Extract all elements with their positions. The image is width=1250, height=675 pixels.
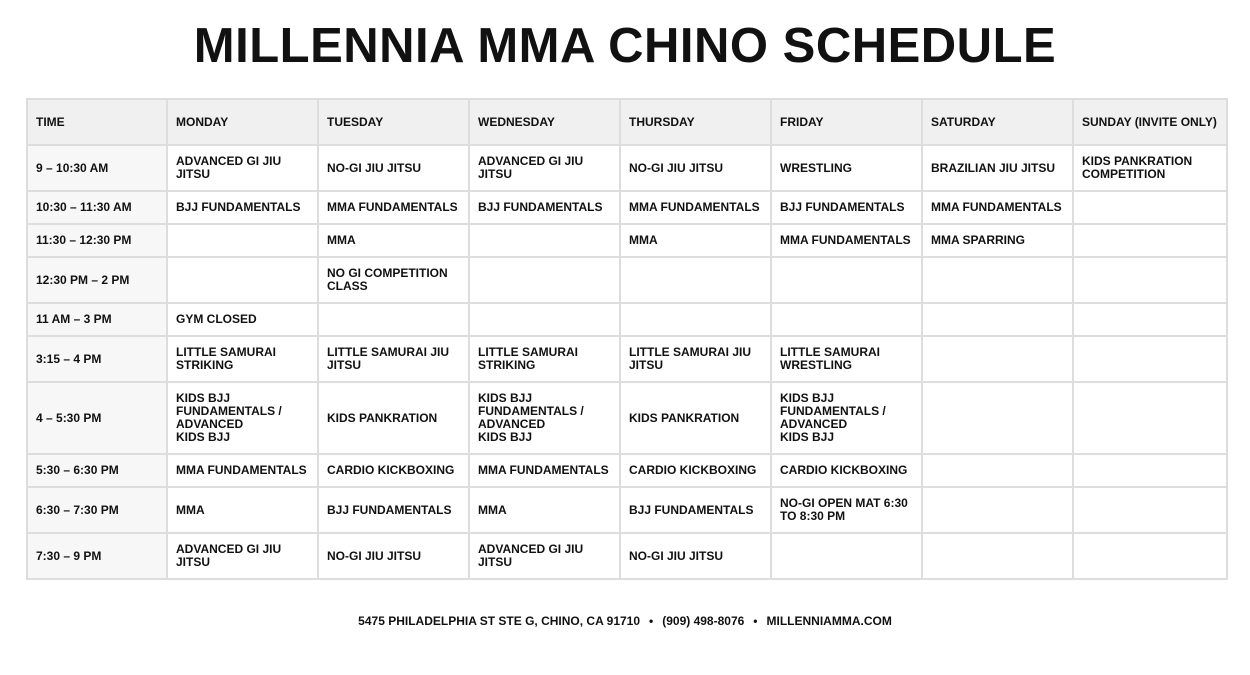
table-row (27, 487, 1227, 533)
table-row (27, 191, 1227, 224)
class-cell-saturday (922, 303, 1073, 336)
header-monday: MONDAY (167, 99, 318, 145)
class-cell-wednesday (469, 303, 620, 336)
time-cell: 5:30 – 6:30 PM (27, 454, 167, 487)
table-row (27, 454, 1227, 487)
separator-dot: • (649, 614, 654, 628)
class-cell-friday: NO-GI OPEN MAT 6:30 TO 8:30 PM (771, 487, 922, 533)
class-cell-saturday: BRAZILIAN JIU JITSU (922, 145, 1073, 191)
class-cell-friday: MMA FUNDAMENTALS (771, 224, 922, 257)
table-row (27, 303, 1227, 336)
header-time: TIME (27, 99, 167, 145)
class-cell-tuesday: NO-GI JIU JITSU (318, 533, 469, 579)
header-row (27, 99, 1227, 145)
class-cell-sunday (1073, 454, 1227, 487)
class-cell-thursday: NO-GI JIU JITSU (620, 533, 771, 579)
class-cell-monday: ADVANCED GI JIU JITSU (167, 145, 318, 191)
header-friday: FRIDAY (771, 99, 922, 145)
header-tuesday: TUESDAY (318, 99, 469, 145)
time-cell: 7:30 – 9 PM (27, 533, 167, 579)
time-cell: 4 – 5:30 PM (27, 382, 167, 454)
class-cell-saturday: MMA FUNDAMENTALS (922, 191, 1073, 224)
class-cell-thursday (620, 303, 771, 336)
class-cell-thursday (620, 257, 771, 303)
address-text: 5475 PHILADELPHIA ST STE G, CHINO, CA 91710 (358, 614, 641, 628)
class-cell-tuesday: CARDIO KICKBOXING (318, 454, 469, 487)
class-cell-sunday (1073, 303, 1227, 336)
class-cell-saturday (922, 382, 1073, 454)
class-cell-tuesday: KIDS PANKRATION (318, 382, 469, 454)
table-row (27, 257, 1227, 303)
class-cell-tuesday: MMA FUNDAMENTALS (318, 191, 469, 224)
class-cell-wednesday: ADVANCED GI JIU JITSU (469, 145, 620, 191)
time-cell: 9 – 10:30 AM (27, 145, 167, 191)
class-cell-tuesday: NO-GI JIU JITSU (318, 145, 469, 191)
class-cell-friday (771, 533, 922, 579)
table-row (27, 382, 1227, 454)
class-cell-monday (167, 257, 318, 303)
class-cell-wednesday: MMA FUNDAMENTALS (469, 454, 620, 487)
class-cell-friday: WRESTLING (771, 145, 922, 191)
class-cell-thursday: BJJ FUNDAMENTALS (620, 487, 771, 533)
class-cell-friday (771, 303, 922, 336)
class-cell-wednesday: KIDS BJJ FUNDAMENTALS / ADVANCED KIDS BJJ (469, 382, 620, 454)
time-cell: 12:30 PM – 2 PM (27, 257, 167, 303)
class-cell-thursday: NO-GI JIU JITSU (620, 145, 771, 191)
class-cell-sunday (1073, 336, 1227, 382)
header-sunday: SUNDAY (INVITE ONLY) (1073, 99, 1227, 145)
table-row (27, 224, 1227, 257)
time-cell: 3:15 – 4 PM (27, 336, 167, 382)
class-cell-saturday (922, 336, 1073, 382)
time-cell: 10:30 – 11:30 AM (27, 191, 167, 224)
class-cell-thursday: CARDIO KICKBOXING (620, 454, 771, 487)
page-title: MILLENNIA MMA CHINO SCHEDULE (193, 19, 1057, 73)
time-cell: 11 AM – 3 PM (27, 303, 167, 336)
class-cell-thursday: MMA FUNDAMENTALS (620, 191, 771, 224)
class-cell-monday (167, 224, 318, 257)
class-cell-sunday (1073, 533, 1227, 579)
class-cell-friday: LITTLE SAMURAI WRESTLING (771, 336, 922, 382)
separator-dot: • (753, 614, 758, 628)
class-cell-saturday (922, 257, 1073, 303)
contact-footer (0, 613, 1250, 629)
class-cell-thursday: MMA (620, 224, 771, 257)
class-cell-tuesday (318, 303, 469, 336)
header-thursday: THURSDAY (620, 99, 771, 145)
table-row (27, 533, 1227, 579)
class-cell-monday: LITTLE SAMURAI STRIKING (167, 336, 318, 382)
schedule-table (26, 98, 1228, 580)
class-cell-friday: BJJ FUNDAMENTALS (771, 191, 922, 224)
class-cell-wednesday (469, 224, 620, 257)
class-cell-friday: CARDIO KICKBOXING (771, 454, 922, 487)
class-cell-thursday: LITTLE SAMURAI JIU JITSU (620, 336, 771, 382)
class-cell-sunday (1073, 224, 1227, 257)
class-cell-tuesday: NO GI COMPETITION CLASS (318, 257, 469, 303)
table-row (27, 145, 1227, 191)
class-cell-wednesday: ADVANCED GI JIU JITSU (469, 533, 620, 579)
class-cell-monday: KIDS BJJ FUNDAMENTALS / ADVANCED KIDS BJJ (167, 382, 318, 454)
class-cell-monday: ADVANCED GI JIU JITSU (167, 533, 318, 579)
table-row (27, 336, 1227, 382)
class-cell-tuesday: BJJ FUNDAMENTALS (318, 487, 469, 533)
class-cell-friday: KIDS BJJ FUNDAMENTALS / ADVANCED KIDS BJJ (771, 382, 922, 454)
class-cell-sunday (1073, 257, 1227, 303)
time-cell: 11:30 – 12:30 PM (27, 224, 167, 257)
class-cell-saturday (922, 533, 1073, 579)
class-cell-monday: BJJ FUNDAMENTALS (167, 191, 318, 224)
class-cell-sunday (1073, 487, 1227, 533)
time-cell: 6:30 – 7:30 PM (27, 487, 167, 533)
class-cell-sunday: KIDS PANKRATION COMPETITION (1073, 145, 1227, 191)
class-cell-wednesday: BJJ FUNDAMENTALS (469, 191, 620, 224)
class-cell-monday: MMA FUNDAMENTALS (167, 454, 318, 487)
class-cell-saturday: MMA SPARRING (922, 224, 1073, 257)
header-saturday: SATURDAY (922, 99, 1073, 145)
class-cell-friday (771, 257, 922, 303)
class-cell-tuesday: MMA (318, 224, 469, 257)
class-cell-saturday (922, 454, 1073, 487)
class-cell-sunday (1073, 382, 1227, 454)
class-cell-wednesday: LITTLE SAMURAI STRIKING (469, 336, 620, 382)
website-text: MILLENNIAMMA.COM (766, 614, 892, 628)
class-cell-monday: MMA (167, 487, 318, 533)
class-cell-sunday (1073, 191, 1227, 224)
header-wednesday: WEDNESDAY (469, 99, 620, 145)
class-cell-saturday (922, 487, 1073, 533)
class-cell-thursday: KIDS PANKRATION (620, 382, 771, 454)
class-cell-wednesday (469, 257, 620, 303)
class-cell-wednesday: MMA (469, 487, 620, 533)
class-cell-monday: GYM CLOSED (167, 303, 318, 336)
class-cell-tuesday: LITTLE SAMURAI JIU JITSU (318, 336, 469, 382)
phone-text: (909) 498-8076 (662, 614, 745, 628)
